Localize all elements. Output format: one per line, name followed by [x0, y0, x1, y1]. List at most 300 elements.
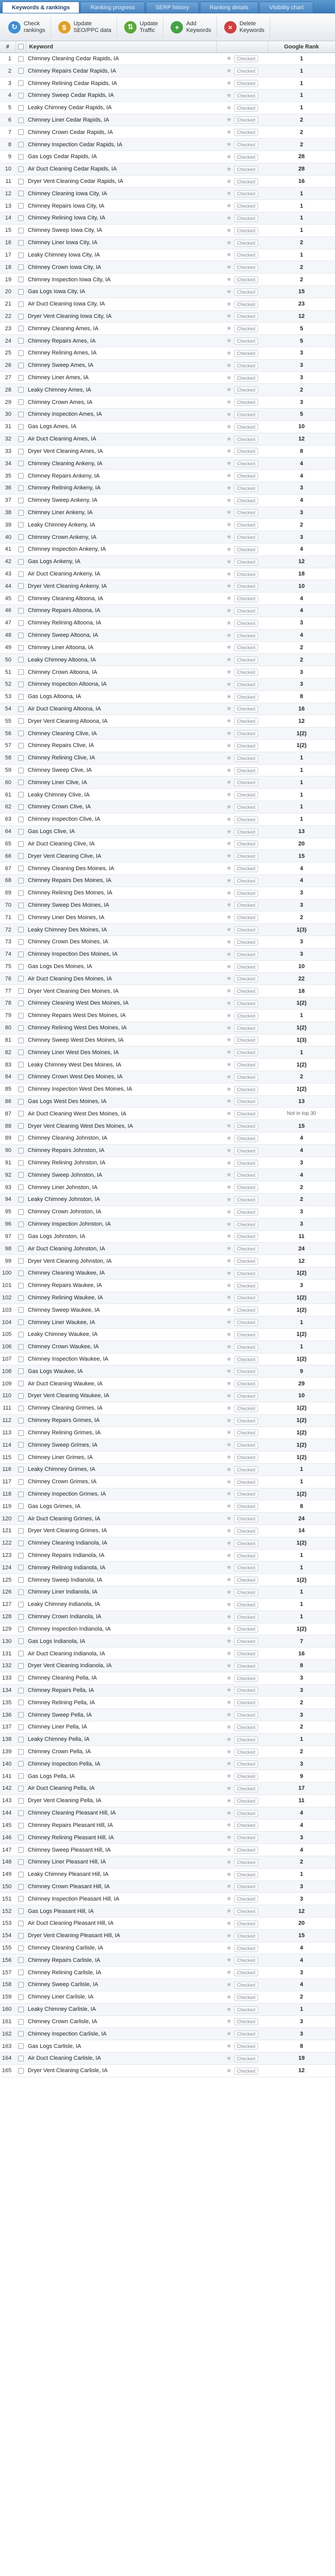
star-icon[interactable]: ★ [226, 1294, 232, 1301]
table-row[interactable] [0, 703, 335, 715]
table-row[interactable] [0, 433, 335, 445]
table-row[interactable] [0, 764, 335, 776]
row-checkbox[interactable] [18, 559, 24, 565]
table-row[interactable] [0, 801, 335, 814]
table-row[interactable] [0, 65, 335, 77]
row-checkbox[interactable] [18, 1847, 24, 1853]
row-checkbox[interactable] [18, 547, 24, 552]
star-icon[interactable]: ★ [226, 325, 232, 332]
row-checkbox[interactable] [18, 620, 24, 626]
table-row[interactable] [0, 752, 335, 764]
row-checkbox[interactable] [18, 1025, 24, 1031]
table-row[interactable] [0, 1451, 335, 1464]
row-checkbox[interactable] [18, 964, 24, 970]
star-icon[interactable]: ★ [226, 2054, 232, 2062]
star-icon[interactable]: ★ [226, 349, 232, 357]
table-row[interactable] [0, 1341, 335, 1353]
star-icon[interactable]: ★ [226, 1281, 232, 1289]
star-icon[interactable]: ★ [226, 1944, 232, 1952]
star-icon[interactable]: ★ [226, 337, 232, 345]
star-icon[interactable]: ★ [226, 460, 232, 467]
star-icon[interactable]: ★ [226, 619, 232, 626]
row-checkbox[interactable] [18, 2019, 24, 2025]
row-checkbox[interactable] [18, 1479, 24, 1485]
row-checkbox[interactable] [18, 878, 24, 884]
row-checkbox[interactable] [18, 1553, 24, 1558]
star-icon[interactable]: ★ [226, 1613, 232, 1620]
row-checkbox[interactable] [18, 1773, 24, 1779]
row-checkbox[interactable] [18, 2043, 24, 2049]
table-row[interactable] [0, 715, 335, 727]
table-row[interactable] [0, 1954, 335, 1967]
row-checkbox[interactable] [18, 608, 24, 614]
row-checkbox[interactable] [18, 988, 24, 994]
table-row[interactable] [0, 1905, 335, 1918]
star-icon[interactable]: ★ [226, 251, 232, 259]
star-icon[interactable]: ★ [226, 276, 232, 283]
table-row[interactable] [0, 409, 335, 421]
row-checkbox[interactable] [18, 1528, 24, 1534]
row-checkbox[interactable] [18, 1038, 24, 1043]
star-icon[interactable]: ★ [226, 1600, 232, 1608]
star-icon[interactable]: ★ [226, 1024, 232, 1031]
table-row[interactable] [0, 740, 335, 752]
table-row[interactable] [0, 2028, 335, 2040]
row-checkbox[interactable] [18, 142, 24, 147]
table-row[interactable] [0, 1304, 335, 1316]
table-row[interactable] [0, 629, 335, 641]
row-checkbox[interactable] [18, 375, 24, 381]
table-row[interactable] [0, 224, 335, 236]
table-row[interactable] [0, 188, 335, 200]
table-row[interactable] [0, 335, 335, 347]
row-checkbox[interactable] [18, 1503, 24, 1509]
star-icon[interactable]: ★ [226, 1159, 232, 1166]
table-row[interactable] [0, 1439, 335, 1451]
table-row[interactable] [0, 1525, 335, 1537]
star-icon[interactable]: ★ [226, 435, 232, 443]
table-row[interactable] [0, 1648, 335, 1660]
star-icon[interactable]: ★ [226, 1110, 232, 1117]
row-checkbox[interactable] [18, 240, 24, 246]
star-icon[interactable]: ★ [226, 472, 232, 480]
row-checkbox[interactable] [18, 1688, 24, 1693]
row-checkbox[interactable] [18, 485, 24, 491]
table-row[interactable] [0, 568, 335, 580]
row-checkbox[interactable] [18, 1859, 24, 1865]
table-row[interactable] [0, 605, 335, 617]
star-icon[interactable]: ★ [226, 533, 232, 541]
row-checkbox[interactable] [18, 1160, 24, 1166]
row-checkbox[interactable] [18, 1663, 24, 1669]
row-checkbox[interactable] [18, 939, 24, 945]
row-checkbox[interactable] [18, 1184, 24, 1190]
row-checkbox[interactable] [18, 952, 24, 957]
row-checkbox[interactable] [18, 129, 24, 135]
table-row[interactable] [0, 1745, 335, 1758]
top-tab-ranking-details[interactable]: Ranking details [200, 2, 258, 13]
row-checkbox[interactable] [18, 1614, 24, 1620]
row-checkbox[interactable] [18, 412, 24, 417]
table-row[interactable] [0, 1684, 335, 1697]
table-row[interactable] [0, 690, 335, 703]
row-checkbox[interactable] [18, 179, 24, 184]
star-icon[interactable]: ★ [226, 1085, 232, 1093]
row-checkbox[interactable] [18, 768, 24, 773]
table-row[interactable] [0, 1794, 335, 1807]
star-icon[interactable]: ★ [226, 226, 232, 234]
table-row[interactable] [0, 1635, 335, 1648]
table-row[interactable] [0, 1488, 335, 1500]
star-icon[interactable]: ★ [226, 889, 232, 896]
row-checkbox[interactable] [18, 1001, 24, 1006]
star-icon[interactable]: ★ [226, 1380, 232, 1387]
star-icon[interactable]: ★ [226, 545, 232, 553]
star-icon[interactable]: ★ [226, 91, 232, 99]
table-row[interactable] [0, 1316, 335, 1329]
star-icon[interactable]: ★ [226, 239, 232, 246]
star-icon[interactable]: ★ [226, 791, 232, 799]
star-icon[interactable]: ★ [226, 1404, 232, 1412]
star-icon[interactable]: ★ [226, 962, 232, 970]
row-checkbox[interactable] [18, 1602, 24, 1607]
row-checkbox[interactable] [18, 326, 24, 331]
star-icon[interactable]: ★ [226, 852, 232, 860]
row-checkbox[interactable] [18, 1712, 24, 1718]
table-row[interactable] [0, 323, 335, 335]
star-icon[interactable]: ★ [226, 214, 232, 222]
star-icon[interactable]: ★ [226, 1097, 232, 1105]
star-icon[interactable]: ★ [226, 754, 232, 761]
star-icon[interactable]: ★ [226, 730, 232, 737]
table-row[interactable] [0, 1169, 335, 1181]
row-checkbox[interactable] [18, 1626, 24, 1632]
delete-keywords-button[interactable] [219, 17, 270, 38]
star-icon[interactable]: ★ [226, 1257, 232, 1265]
table-row[interactable] [0, 1022, 335, 1034]
row-checkbox[interactable] [18, 1675, 24, 1681]
star-icon[interactable]: ★ [226, 1748, 232, 1755]
star-icon[interactable]: ★ [226, 680, 232, 688]
row-checkbox[interactable] [18, 743, 24, 749]
star-icon[interactable]: ★ [226, 386, 232, 394]
table-row[interactable] [0, 789, 335, 801]
row-checkbox[interactable] [18, 657, 24, 663]
table-row[interactable] [0, 1243, 335, 1255]
star-icon[interactable]: ★ [226, 1416, 232, 1424]
star-icon[interactable]: ★ [226, 557, 232, 565]
row-checkbox[interactable] [18, 449, 24, 454]
table-row[interactable] [0, 236, 335, 249]
star-icon[interactable]: ★ [226, 1821, 232, 1829]
row-checkbox[interactable] [18, 853, 24, 859]
star-icon[interactable]: ★ [226, 901, 232, 909]
row-checkbox[interactable] [18, 522, 24, 528]
row-checkbox[interactable] [18, 1896, 24, 1902]
star-icon[interactable]: ★ [226, 1073, 232, 1080]
star-icon[interactable]: ★ [226, 128, 232, 136]
row-checkbox[interactable] [18, 215, 24, 221]
table-row[interactable] [0, 249, 335, 261]
row-checkbox[interactable] [18, 792, 24, 798]
star-icon[interactable]: ★ [226, 1318, 232, 1326]
row-checkbox[interactable] [18, 2068, 24, 2074]
row-checkbox[interactable] [18, 866, 24, 871]
star-icon[interactable]: ★ [226, 815, 232, 823]
top-tab-ranking-progress[interactable]: Ranking progress [80, 2, 144, 13]
star-icon[interactable]: ★ [226, 1134, 232, 1142]
table-row[interactable] [0, 960, 335, 973]
table-row[interactable] [0, 1059, 335, 1071]
row-checkbox[interactable] [18, 228, 24, 233]
row-checkbox[interactable] [18, 424, 24, 430]
row-checkbox[interactable] [18, 976, 24, 981]
table-row[interactable] [0, 1832, 335, 1844]
star-icon[interactable]: ★ [226, 1564, 232, 1571]
row-checkbox[interactable] [18, 314, 24, 319]
table-row[interactable] [0, 1623, 335, 1635]
col-header-flags[interactable] [216, 41, 268, 53]
table-row[interactable] [0, 482, 335, 494]
star-icon[interactable]: ★ [226, 1220, 232, 1228]
star-icon[interactable]: ★ [226, 447, 232, 455]
table-row[interactable] [0, 310, 335, 323]
star-icon[interactable]: ★ [226, 361, 232, 369]
star-icon[interactable]: ★ [226, 1490, 232, 1498]
star-icon[interactable]: ★ [226, 1429, 232, 1436]
star-icon[interactable]: ★ [226, 1662, 232, 1669]
table-row[interactable] [0, 1929, 335, 1942]
table-row[interactable] [0, 666, 335, 679]
table-row[interactable] [0, 212, 335, 225]
row-checkbox[interactable] [18, 1835, 24, 1840]
table-row[interactable] [0, 1402, 335, 1414]
table-row[interactable] [0, 175, 335, 188]
row-checkbox[interactable] [18, 1884, 24, 1890]
table-row[interactable] [0, 1230, 335, 1243]
row-checkbox[interactable] [18, 1062, 24, 1067]
table-row[interactable] [0, 1071, 335, 1083]
row-checkbox[interactable] [18, 583, 24, 589]
row-checkbox[interactable] [18, 1295, 24, 1301]
row-checkbox[interactable] [18, 903, 24, 908]
star-icon[interactable]: ★ [226, 1772, 232, 1780]
top-tab-visibility-chart[interactable]: Visibility chart [259, 2, 313, 13]
star-icon[interactable]: ★ [226, 152, 232, 160]
row-checkbox[interactable] [18, 1099, 24, 1105]
table-row[interactable] [0, 2064, 335, 2077]
row-checkbox[interactable] [18, 1418, 24, 1423]
star-icon[interactable]: ★ [226, 104, 232, 111]
table-row[interactable] [0, 850, 335, 862]
row-checkbox[interactable] [18, 1344, 24, 1350]
row-checkbox[interactable] [18, 191, 24, 196]
table-row[interactable] [0, 531, 335, 544]
star-icon[interactable]: ★ [226, 741, 232, 749]
star-icon[interactable]: ★ [226, 1711, 232, 1719]
row-checkbox[interactable] [18, 914, 24, 920]
star-icon[interactable]: ★ [226, 1858, 232, 1866]
star-icon[interactable]: ★ [226, 1392, 232, 1399]
row-checkbox[interactable] [18, 56, 24, 62]
star-icon[interactable]: ★ [226, 1699, 232, 1706]
star-icon[interactable]: ★ [226, 631, 232, 639]
row-checkbox[interactable] [18, 1013, 24, 1019]
star-icon[interactable]: ★ [226, 1637, 232, 1645]
star-icon[interactable]: ★ [226, 938, 232, 945]
star-icon[interactable]: ★ [226, 1195, 232, 1203]
table-row[interactable] [0, 1758, 335, 1770]
row-checkbox[interactable] [18, 804, 24, 810]
table-row[interactable] [0, 285, 335, 298]
table-row[interactable] [0, 1783, 335, 1795]
table-row[interactable] [0, 678, 335, 690]
row-checkbox[interactable] [18, 154, 24, 160]
star-icon[interactable]: ★ [226, 496, 232, 504]
select-all-checkbox[interactable] [18, 44, 24, 49]
star-icon[interactable]: ★ [226, 1735, 232, 1743]
row-checkbox[interactable] [18, 1577, 24, 1583]
star-icon[interactable]: ★ [226, 1723, 232, 1731]
table-row[interactable] [0, 617, 335, 629]
row-checkbox[interactable] [18, 927, 24, 933]
star-icon[interactable]: ★ [226, 1993, 232, 2001]
check-rankings-button[interactable] [3, 17, 51, 38]
top-tab-serp-history[interactable]: SERP history [146, 2, 199, 13]
row-checkbox[interactable] [18, 669, 24, 675]
table-row[interactable] [0, 1844, 335, 1856]
table-row[interactable] [0, 1549, 335, 1562]
row-checkbox[interactable] [18, 301, 24, 307]
table-row[interactable] [0, 384, 335, 396]
table-row[interactable] [0, 899, 335, 911]
star-icon[interactable]: ★ [226, 778, 232, 786]
row-checkbox[interactable] [18, 1516, 24, 1521]
table-row[interactable] [0, 261, 335, 274]
row-checkbox[interactable] [18, 1454, 24, 1460]
table-row[interactable] [0, 89, 335, 101]
row-checkbox[interactable] [18, 1540, 24, 1546]
table-row[interactable] [0, 1034, 335, 1046]
table-row[interactable] [0, 948, 335, 960]
star-icon[interactable]: ★ [226, 55, 232, 62]
star-icon[interactable]: ★ [226, 1036, 232, 1044]
star-icon[interactable]: ★ [226, 926, 232, 934]
row-checkbox[interactable] [18, 498, 24, 503]
star-icon[interactable]: ★ [226, 1686, 232, 1694]
table-row[interactable] [0, 420, 335, 433]
star-icon[interactable]: ★ [226, 1809, 232, 1817]
star-icon[interactable]: ★ [226, 827, 232, 835]
row-checkbox[interactable] [18, 252, 24, 258]
row-checkbox[interactable] [18, 1357, 24, 1362]
row-checkbox[interactable] [18, 1933, 24, 1939]
star-icon[interactable]: ★ [226, 1515, 232, 1522]
table-row[interactable] [0, 924, 335, 936]
row-checkbox[interactable] [18, 1148, 24, 1154]
table-row[interactable] [0, 1353, 335, 1365]
star-icon[interactable]: ★ [226, 374, 232, 381]
row-checkbox[interactable] [18, 1381, 24, 1386]
star-icon[interactable]: ★ [226, 422, 232, 430]
star-icon[interactable]: ★ [226, 1183, 232, 1191]
star-icon[interactable]: ★ [226, 2066, 232, 2074]
row-checkbox[interactable] [18, 363, 24, 368]
table-row[interactable] [0, 1463, 335, 1476]
table-row[interactable] [0, 494, 335, 506]
row-checkbox[interactable] [18, 1970, 24, 1975]
star-icon[interactable]: ★ [226, 1245, 232, 1252]
table-row[interactable] [0, 1095, 335, 1108]
row-checkbox[interactable] [18, 2007, 24, 2012]
table-row[interactable] [0, 825, 335, 838]
table-row[interactable] [0, 151, 335, 163]
star-icon[interactable]: ★ [226, 1650, 232, 1657]
table-row[interactable] [0, 1144, 335, 1157]
row-checkbox[interactable] [18, 1283, 24, 1289]
star-icon[interactable]: ★ [226, 1306, 232, 1314]
row-checkbox[interactable] [18, 1994, 24, 2000]
star-icon[interactable]: ★ [226, 1502, 232, 1510]
table-row[interactable] [0, 1476, 335, 1488]
table-row[interactable] [0, 555, 335, 568]
row-checkbox[interactable] [18, 264, 24, 270]
table-row[interactable] [0, 1893, 335, 1905]
table-row[interactable] [0, 544, 335, 556]
row-checkbox[interactable] [18, 399, 24, 405]
table-row[interactable] [0, 274, 335, 286]
star-icon[interactable]: ★ [226, 987, 232, 995]
star-icon[interactable]: ★ [226, 692, 232, 700]
star-icon[interactable]: ★ [226, 913, 232, 921]
row-checkbox[interactable] [18, 1332, 24, 1337]
star-icon[interactable]: ★ [226, 79, 232, 87]
table-row[interactable] [0, 1770, 335, 1783]
star-icon[interactable]: ★ [226, 1784, 232, 1792]
row-checkbox[interactable] [18, 1430, 24, 1436]
table-row[interactable] [0, 1132, 335, 1145]
row-checkbox[interactable] [18, 718, 24, 724]
star-icon[interactable]: ★ [226, 521, 232, 529]
table-row[interactable] [0, 1979, 335, 1991]
star-icon[interactable]: ★ [226, 2030, 232, 2038]
row-checkbox[interactable] [18, 1492, 24, 1497]
star-icon[interactable]: ★ [226, 1834, 232, 1841]
table-row[interactable] [0, 1292, 335, 1304]
row-checkbox[interactable] [18, 682, 24, 687]
row-checkbox[interactable] [18, 203, 24, 209]
row-checkbox[interactable] [18, 80, 24, 86]
star-icon[interactable]: ★ [226, 643, 232, 651]
table-row[interactable] [0, 1598, 335, 1611]
table-row[interactable] [0, 1181, 335, 1194]
star-icon[interactable]: ★ [226, 141, 232, 148]
star-icon[interactable]: ★ [226, 1441, 232, 1449]
star-icon[interactable]: ★ [226, 1146, 232, 1154]
table-row[interactable] [0, 1427, 335, 1439]
row-checkbox[interactable] [18, 1270, 24, 1276]
row-checkbox[interactable] [18, 1810, 24, 1816]
table-row[interactable] [0, 1574, 335, 1586]
star-icon[interactable]: ★ [226, 1269, 232, 1277]
table-row[interactable] [0, 1009, 335, 1022]
table-row[interactable] [0, 1378, 335, 1390]
star-icon[interactable]: ★ [226, 1919, 232, 1927]
row-checkbox[interactable] [18, 694, 24, 700]
row-checkbox[interactable] [18, 1172, 24, 1178]
table-row[interactable] [0, 776, 335, 789]
table-row[interactable] [0, 936, 335, 948]
